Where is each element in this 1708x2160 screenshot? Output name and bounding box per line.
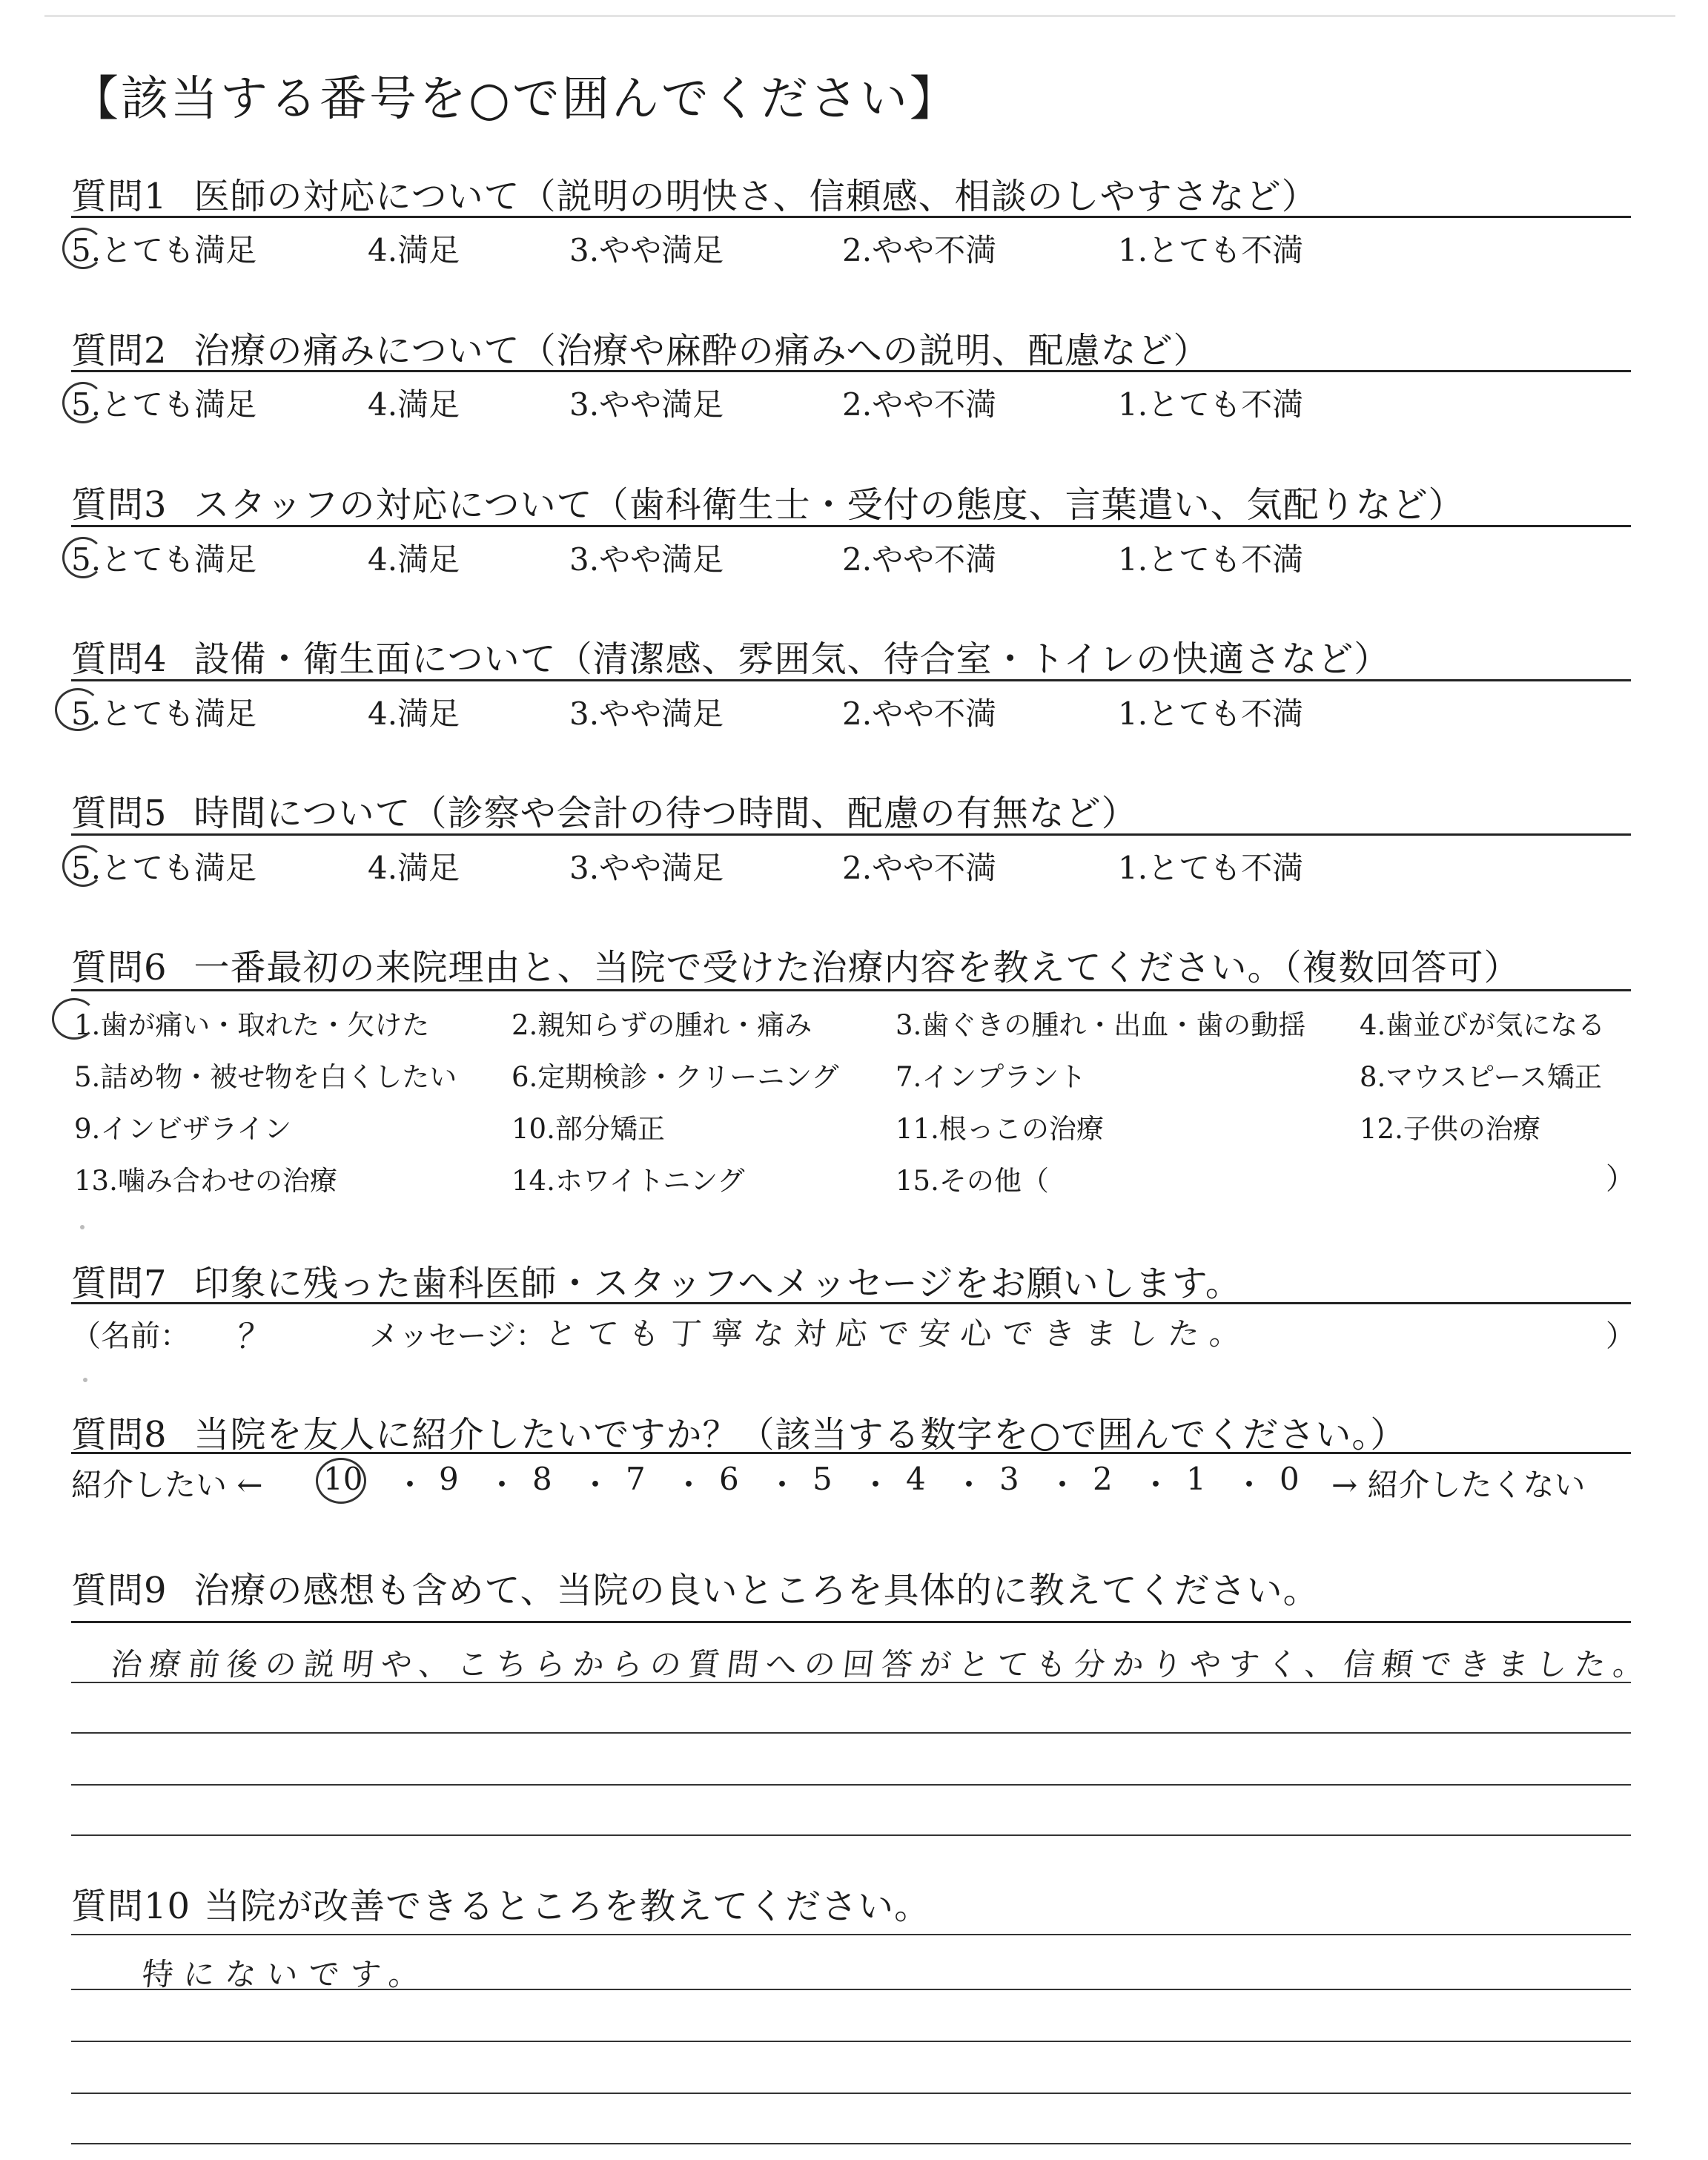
name-label: （名前： — [71, 1319, 190, 1353]
option-2[interactable]: 2.やや不満 — [842, 696, 997, 732]
reason-option[interactable]: 15.その他（ — [896, 1165, 1049, 1197]
option-3[interactable]: 3.やや満足 — [569, 232, 724, 268]
question-text: 医師の対応について（説明の明快さ、信頼感、相談のしやすさなど） — [193, 176, 1318, 217]
question-number: 質問10 — [71, 1886, 191, 1927]
option-1[interactable]: 1.とても不満 — [1118, 850, 1304, 886]
scan-edge — [44, 15, 1675, 17]
reason-option[interactable]: 7.インプラント — [896, 1061, 1087, 1093]
question-number: 質問3 — [71, 484, 168, 526]
message-label: メッセージ： — [369, 1319, 546, 1353]
question-number: 質問5 — [71, 793, 168, 834]
answer-line — [71, 1682, 1631, 1683]
question-text: 当院を友人に紹介したいですか？（該当する数字を○で囲んでください。） — [193, 1414, 1407, 1456]
scan-speck — [83, 1378, 87, 1382]
question-text: 印象に残った歯科医師・スタッフへメッセージをお願いします。 — [193, 1263, 1242, 1304]
question-text: スタッフの対応について（歯科衛生士・受付の態度、言葉遣い、気配りなど） — [193, 484, 1465, 526]
option-3[interactable]: 3.やや満足 — [569, 386, 724, 423]
option-5[interactable]: 5.とても満足 — [71, 541, 257, 578]
page-header: 【該当する番号を○で囲んでください】 — [71, 72, 959, 127]
question-2-options — [71, 380, 1631, 425]
option-3[interactable]: 3.やや満足 — [569, 541, 724, 578]
question-text: 治療の感想も含めて、当院の良いところを具体的に教えてください。 — [193, 1570, 1320, 1611]
question-5-title — [71, 785, 1138, 836]
reason-option[interactable]: 5.詰め物・被せ物を白くしたい — [74, 1061, 457, 1093]
question-number: 質問1 — [71, 176, 168, 217]
scale-value[interactable]: 9 — [439, 1461, 459, 1497]
option-2[interactable]: 2.やや不満 — [842, 541, 997, 578]
answer-line — [71, 2093, 1631, 2094]
option-3[interactable]: 3.やや満足 — [569, 696, 724, 732]
scale-dot: ・ — [1047, 1467, 1079, 1503]
scale-value[interactable]: 6 — [719, 1461, 739, 1497]
reason-option[interactable]: 9.インビザライン — [74, 1113, 292, 1145]
scan-speck — [80, 1225, 85, 1229]
question-8-title — [71, 1406, 1406, 1457]
answer-line — [71, 1934, 1631, 1935]
option-2[interactable]: 2.やや不満 — [842, 850, 997, 886]
reason-option[interactable]: 10.部分矯正 — [512, 1113, 665, 1145]
option-5[interactable]: 5.とても満足 — [71, 386, 257, 423]
question-7-title — [71, 1255, 1242, 1306]
question-1-title — [71, 168, 1318, 219]
question-text: 一番最初の来院理由と、当院で受けた治療内容を教えてください。（複数回答可） — [193, 947, 1520, 988]
scale-left-label: 紹介したい ← — [71, 1467, 263, 1503]
reason-option[interactable]: 2.親知らずの腫れ・痛み — [512, 1009, 812, 1041]
scale-value[interactable]: 4 — [906, 1461, 926, 1497]
question-number: 質問9 — [71, 1570, 168, 1611]
reason-option[interactable]: 6.定期検診・クリーニング — [512, 1061, 839, 1093]
option-4[interactable]: 4.満足 — [368, 386, 460, 423]
improvement-answer[interactable]: 特にないです。 — [140, 1956, 432, 1992]
question-underline — [71, 370, 1631, 372]
option-1[interactable]: 1.とても不満 — [1118, 232, 1304, 268]
answer-line — [71, 2143, 1631, 2144]
reason-option[interactable]: 8.マウスピース矯正 — [1360, 1061, 1602, 1093]
question-10-title — [71, 1877, 930, 1929]
question-text: 治療の痛みについて（治療や麻酔の痛みへの説明、配慮など） — [193, 330, 1210, 371]
message-close-paren: ） — [1606, 1319, 1635, 1353]
question-2-title — [71, 322, 1210, 373]
scale-value[interactable]: 2 — [1093, 1461, 1113, 1497]
question-1-options — [71, 226, 1631, 271]
option-1[interactable]: 1.とても不満 — [1118, 541, 1304, 578]
question-underline — [71, 525, 1631, 527]
reason-option[interactable]: 1.歯が痛い・取れた・欠けた — [74, 1009, 430, 1041]
scale-value[interactable]: 7 — [626, 1461, 646, 1497]
question-6-options — [71, 1003, 1635, 1210]
question-underline — [71, 989, 1631, 991]
option-2[interactable]: 2.やや不満 — [842, 232, 997, 268]
answer-line — [71, 1784, 1631, 1786]
reason-option[interactable]: 13.噛み合わせの治療 — [74, 1165, 337, 1197]
option-1[interactable]: 1.とても不満 — [1118, 696, 1304, 732]
question-number: 質問6 — [71, 947, 168, 988]
scale-dot: ・ — [767, 1467, 798, 1503]
question-4-options — [71, 690, 1631, 734]
reason-option[interactable]: 12.子供の治療 — [1360, 1113, 1540, 1145]
scale-value[interactable]: 3 — [999, 1461, 1019, 1497]
answer-line — [71, 1834, 1631, 1836]
option-4[interactable]: 4.満足 — [368, 696, 460, 732]
option-4[interactable]: 4.満足 — [368, 850, 460, 886]
scale-value[interactable]: 8 — [532, 1461, 552, 1497]
question-underline — [71, 679, 1631, 681]
other-close-paren: ） — [1606, 1162, 1635, 1196]
scale-value[interactable]: 0 — [1280, 1461, 1300, 1497]
answer-line — [71, 2041, 1631, 2042]
question-3-options — [71, 535, 1631, 580]
name-value[interactable]: ？ — [234, 1316, 284, 1356]
scale-dot: ・ — [953, 1467, 985, 1503]
option-5[interactable]: 5.とても満足 — [71, 232, 257, 268]
scale-dot: ・ — [394, 1467, 426, 1503]
question-number: 質問2 — [71, 330, 168, 371]
recommend-scale — [71, 1461, 1631, 1505]
question-4-title — [71, 630, 1390, 681]
message-value[interactable]: とても丁寧な対応で安心できました。 — [543, 1315, 1254, 1352]
message-row — [71, 1312, 1635, 1360]
question-number: 質問7 — [71, 1263, 168, 1304]
option-2[interactable]: 2.やや不満 — [842, 386, 997, 423]
scale-right-label: → 紹介したくない — [1331, 1467, 1586, 1503]
question-underline — [71, 1302, 1631, 1304]
question-5-options — [71, 844, 1631, 888]
question-number: 質問4 — [71, 638, 168, 680]
scale-dot: ・ — [580, 1467, 612, 1503]
option-5[interactable]: 5.とても満足 — [71, 696, 257, 732]
scale-dot: ・ — [486, 1467, 518, 1503]
question-underline — [71, 833, 1631, 836]
option-1[interactable]: 1.とても不満 — [1118, 386, 1304, 423]
scale-dot: ・ — [673, 1467, 705, 1503]
question-9-title — [71, 1562, 1320, 1613]
scale-dot: ・ — [860, 1467, 892, 1503]
scale-value[interactable]: 10 — [323, 1461, 363, 1497]
option-3[interactable]: 3.やや満足 — [569, 850, 724, 886]
question-6-title — [71, 939, 1520, 990]
reason-option[interactable]: 4.歯並びが気になる — [1360, 1009, 1606, 1041]
question-underline — [71, 1452, 1631, 1454]
scale-dot: ・ — [1234, 1467, 1265, 1503]
reason-option[interactable]: 3.歯ぐきの腫れ・出血・歯の動揺 — [896, 1009, 1306, 1041]
question-text: 設備・衛生面について（清潔感、雰囲気、待合室・トイレの快適さなど） — [193, 638, 1391, 680]
option-4[interactable]: 4.満足 — [368, 232, 460, 268]
scale-value[interactable]: 1 — [1186, 1461, 1206, 1497]
answer-line — [71, 1732, 1631, 1734]
question-underline — [71, 216, 1631, 218]
question-3-title — [71, 476, 1465, 527]
scale-value[interactable]: 5 — [812, 1461, 833, 1497]
answer-line — [71, 1989, 1631, 1990]
question-number: 質問8 — [71, 1414, 168, 1456]
option-5[interactable]: 5.とても満足 — [71, 850, 257, 886]
scale-dot: ・ — [1140, 1467, 1172, 1503]
good-points-answer[interactable]: 治療前後の説明や、こちらからの質問への回答がとても分かりやすく、信頼できました。 — [109, 1646, 1654, 1682]
question-text: 当院が改善できるところを教えてください。 — [204, 1886, 931, 1927]
reason-option[interactable]: 14.ホワイトニング — [512, 1165, 745, 1197]
question-text: 時間について（診察や会計の待つ時間、配慮の有無など） — [193, 793, 1138, 834]
question-underline — [71, 1621, 1631, 1623]
option-4[interactable]: 4.満足 — [368, 541, 460, 578]
reason-option[interactable]: 11.根っこの治療 — [896, 1113, 1104, 1145]
